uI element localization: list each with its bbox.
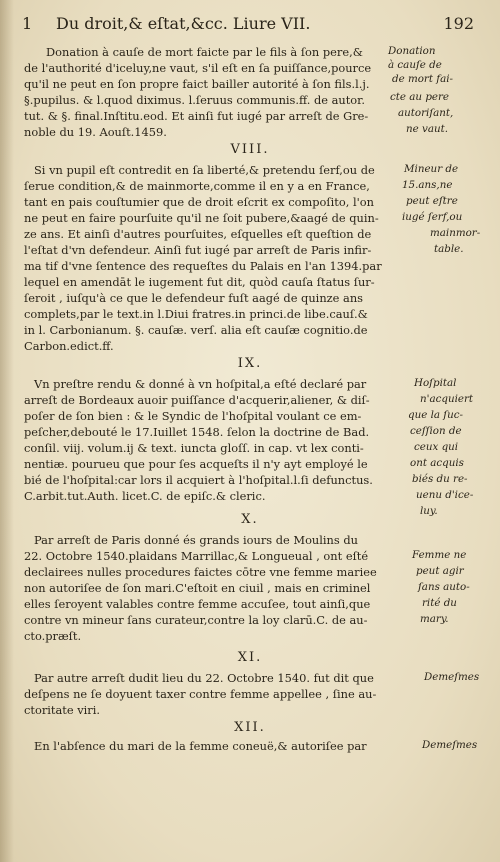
text-line: conſil. viij. volum.ij & text. iuncta gloſſ. in cap. vt lex conti- (24, 441, 364, 455)
text-line: contre vn mineur ſans curateur,contre la loy clarū.C. de au- (24, 613, 368, 627)
text-line: tut. & §. final.Inſtitu.eod. Et ainſi fut iugé par arreſt de Gre- (24, 109, 369, 123)
margin-note: Donation (388, 45, 436, 57)
text-line: Donation à cauſe de mort faicte par le fils à ſon pere,& (46, 45, 363, 59)
text-line: ma tif d'vne ſentence des requeſtes du Palais en l'an 1394.par (24, 259, 382, 273)
text-line: §.pupilus. & l.quod diximus. l.ſeruus communis.ff. de autor. (24, 93, 365, 107)
text-line: elles ſeroyent valables contre femme accuſee, tout ainſi,que (24, 597, 371, 611)
margin-note: n'acquiert (420, 393, 474, 405)
text-line: declairees nulles procedures faictes cōtre vne femme mariee (24, 565, 377, 579)
margin-note: Hoſpital (414, 377, 457, 389)
text-line: nentiæ. pourueu que pour ſes acqueſts il n'y ayt employé le (24, 457, 368, 471)
text-line: non autoriſee de ſon mari.C'eſtoit en ciuil , mais en criminel (24, 581, 371, 595)
text-line: Par arreſt de Paris donné és grands iours de Moulins du (34, 533, 358, 547)
text-line: 22. Octobre 1540.plaidans Marrillac,& Longueual , ont eſté (24, 549, 369, 563)
text-line: lequel en amendāt le iugement fut dit, quòd cauſa ſtatus ſur- (24, 275, 375, 289)
text-line: peſcher,debouté le 17.Iuillet 1548. ſelon la doctrine de Bad. (24, 425, 370, 439)
margin-note: autoriſant, (398, 107, 454, 119)
text-line: arreſt de Bordeaux auoir puiſſance d'acquerir,aliener, & diſ- (24, 393, 370, 407)
section-heading: VIII. (230, 142, 270, 157)
margin-note: table. (434, 243, 464, 255)
margin-note: biés du re- (412, 473, 468, 485)
margin-note: ont acquis (410, 457, 464, 469)
text-line: in l. Carbonianum. §. cauſæ. verſ. alia eſt cauſæ cognitio.de (24, 323, 368, 337)
margin-note: ne vaut. (406, 123, 448, 135)
text-line: poſer de ſon bien : & le Syndic de l'hoſpital voulant ce em- (24, 409, 362, 423)
margin-note: ceſſion de (410, 425, 462, 437)
text-line: cto.præſt. (24, 629, 82, 643)
page-number: 192 (443, 14, 474, 33)
text-line: complets,par le text.in l.Diui fratres.in princi.de libe.cauſ.& (24, 307, 368, 321)
text-line: ſeroit , iuſqu'à ce que le defendeur fuſt aagé de quinze ans (24, 291, 363, 305)
text-line: l'eſtat d'vn defendeur. Ainſi fut iugé par arreſt de Paris infir- (24, 243, 372, 257)
margin-note: de mort fai- (392, 73, 453, 85)
running-header (22, 14, 474, 38)
section-heading: X. (241, 512, 259, 527)
header-title: Du droit,& eſtat,&cc. Liure VII. (56, 14, 311, 33)
margin-note: Demeſmes (422, 739, 478, 751)
text-line: ne peut en faire pourſuite qu'il ne ſoit pubere,&aagé de quin- (24, 211, 379, 225)
text-line: noble du 19. Aouſt.1459. (24, 125, 167, 139)
text-line: Si vn pupil eſt contredit en ſa liberté,& pretendu ſerf,ou de (34, 163, 375, 177)
margin-note: uenu d'ice- (416, 489, 474, 501)
margin-note: ceux qui (414, 441, 459, 453)
margin-note: ſans auto- (418, 581, 470, 593)
margin-note: mainmor- (430, 227, 481, 239)
text-line: ctoritate viri. (24, 703, 100, 717)
margin-note: peut eſtre (406, 195, 458, 207)
text-line: Carbon.edict.ff. (24, 339, 114, 353)
text-line: C.arbit.tut.Auth. licet.C. de epiſc.& cleric. (24, 489, 266, 503)
text-line: qu'il ne peut en ſon propre faict bailler autorité à ſon fils.l.j. (24, 77, 370, 91)
margin-note: que la ſuc- (408, 409, 463, 421)
margin-note: Mineur de (404, 163, 459, 175)
text-line: tant en pais couſtumier que de droit eſcrit ex compoſito, l'on (24, 195, 374, 209)
margin-note: Femme ne (412, 549, 467, 561)
text-line: deſpens ne ſe doyuent taxer contre femme appellee , ſine au- (24, 687, 377, 701)
margin-note: mary. (420, 613, 449, 625)
margin-note: 15.ans,ne (402, 179, 453, 191)
margin-note: à cauſe de (388, 59, 442, 71)
margin-note: Demeſmes (424, 671, 480, 683)
header-left: 1 (22, 14, 33, 33)
text-line: Vn preſtre rendu & donné à vn hoſpital,a eſté declaré par (34, 377, 367, 391)
text-line: ſerue condition,& de mainmorte,comme il en y a en France, (24, 179, 370, 193)
section-heading: XII. (234, 720, 266, 735)
text-line: bié de l'hoſpital:car lors il acquiert à l'hoſpital.l.ſi defunctus. (24, 473, 373, 487)
text-line: ze ans. Et ainſi d'autres pourſuites, eſquelles eſt queſtion de (24, 227, 372, 241)
margin-note: cte au pere (390, 91, 450, 103)
margin-note: iugé ſerf,ou (402, 211, 463, 223)
text-line: En l'abſence du mari de la femme coneuë,& autoriſee par (34, 739, 367, 753)
text-line: Par autre arreſt dudit lieu du 22. Octobre 1540. fut dit que (34, 671, 374, 685)
margin-note: peut agir (416, 565, 464, 577)
margin-note: luy. (420, 505, 438, 517)
section-heading: XI. (237, 650, 263, 665)
section-heading: IX. (237, 356, 263, 371)
margin-note: rité du (422, 597, 457, 609)
text-line: de l'authorité d'iceluy,ne vaut, s'il eſt en ſa puiſſance,pource (24, 61, 372, 75)
